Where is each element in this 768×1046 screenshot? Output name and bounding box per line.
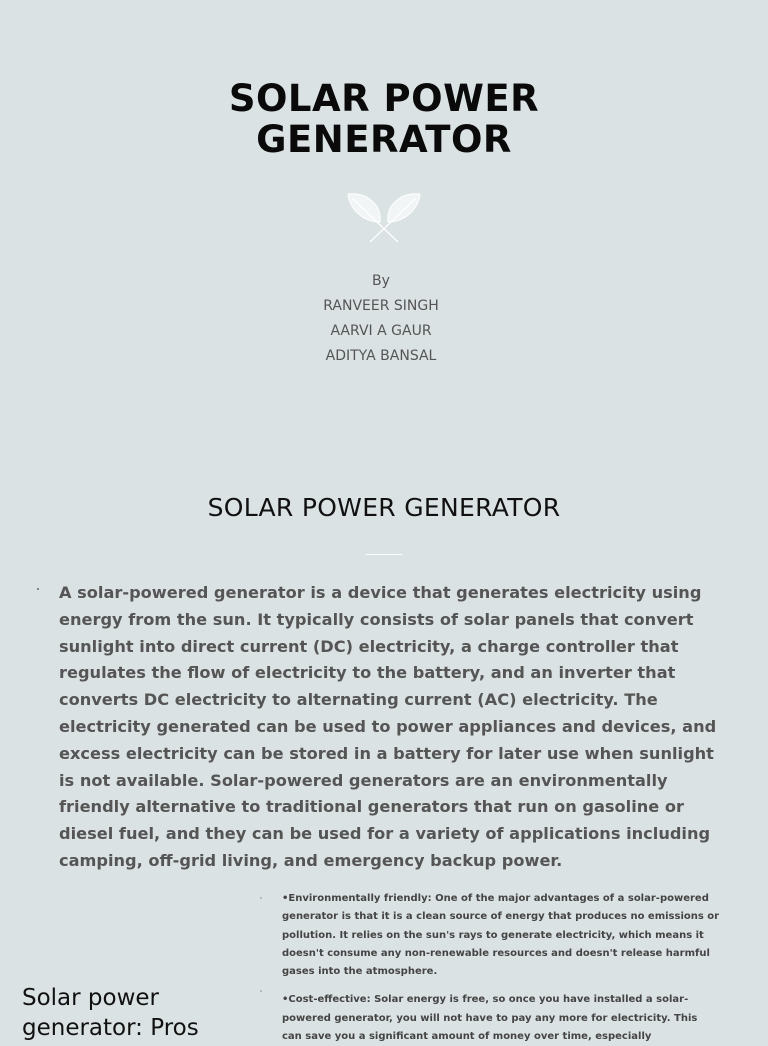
pros-line: powered generator, you will not have to pay any more for electricity. This — [282, 1012, 698, 1024]
author-list — [304, 272, 458, 372]
author-name: RANVEER SINGH — [323, 298, 439, 314]
pros-line: pollution. It relies on the sun's rays to generate electricity, which means it — [282, 929, 704, 941]
author-name: ADITYA BANSAL — [325, 348, 437, 364]
pros-line: doesn't consume any non-renewable resources and doesn't release harmful — [282, 947, 710, 959]
side-title: Solar power generator: Pros — [22, 985, 199, 1041]
paragraph-line: excess electricity can be stored in a battery for later use when sunlight — [59, 743, 714, 763]
paragraph-line: converts DC electricity to alternating current (AC) electricity. The — [59, 690, 658, 710]
bullet-icon — [260, 897, 262, 899]
pros-line: •Cost-effective: Solar energy is free, so once you have installed a solar- — [282, 994, 689, 1006]
author-name: AARVI A GAUR — [330, 323, 432, 339]
bullet-icon — [37, 588, 39, 590]
description-paragraph — [59, 580, 717, 870]
paragraph-line: camping, off-grid living, and emergency backup power. — [59, 850, 563, 870]
paragraph-line: electricity generated can be used to power appliances and devices, and — [59, 716, 717, 736]
paragraph-line: regulates the flow of electricity to the battery, and an inverter that — [59, 663, 676, 683]
title-line-1: SOLAR POWER — [228, 77, 540, 120]
pros-line: gases into the atmosphere. — [282, 966, 438, 978]
paragraph-line: A solar-powered generator is a device that generates electricity using — [59, 583, 702, 602]
divider — [366, 554, 402, 555]
pros-line: •Environmentally friendly: One of the major advantages of a solar-powered — [282, 893, 709, 904]
pros-line: generator is that it is a clean source of energy that produces no emissions or — [282, 911, 720, 923]
leaf-icon — [344, 190, 424, 244]
by-label: By — [372, 273, 390, 289]
paragraph-line: friendly alternative to traditional generators that run on gasoline or — [59, 797, 684, 817]
pros-list — [282, 890, 720, 1043]
paragraph-line: diesel fuel, and they can be used for a variety of applications including — [59, 824, 711, 844]
title-line-2: GENERATOR — [256, 118, 512, 161]
pros-line: can save you a significant amount of money over time, especially — [282, 1031, 652, 1043]
bullet-icon — [260, 990, 262, 992]
title — [0, 78, 768, 160]
paragraph-line: sunlight into direct current (DC) electricity, a charge controller that — [59, 636, 679, 656]
paragraph-line: energy from the sun. It typically consists of solar panels that convert — [59, 609, 694, 629]
paragraph-line: is not available. Solar-powered generators are an environmentally — [59, 770, 668, 790]
section-heading: SOLAR POWER GENERATOR — [207, 493, 561, 522]
